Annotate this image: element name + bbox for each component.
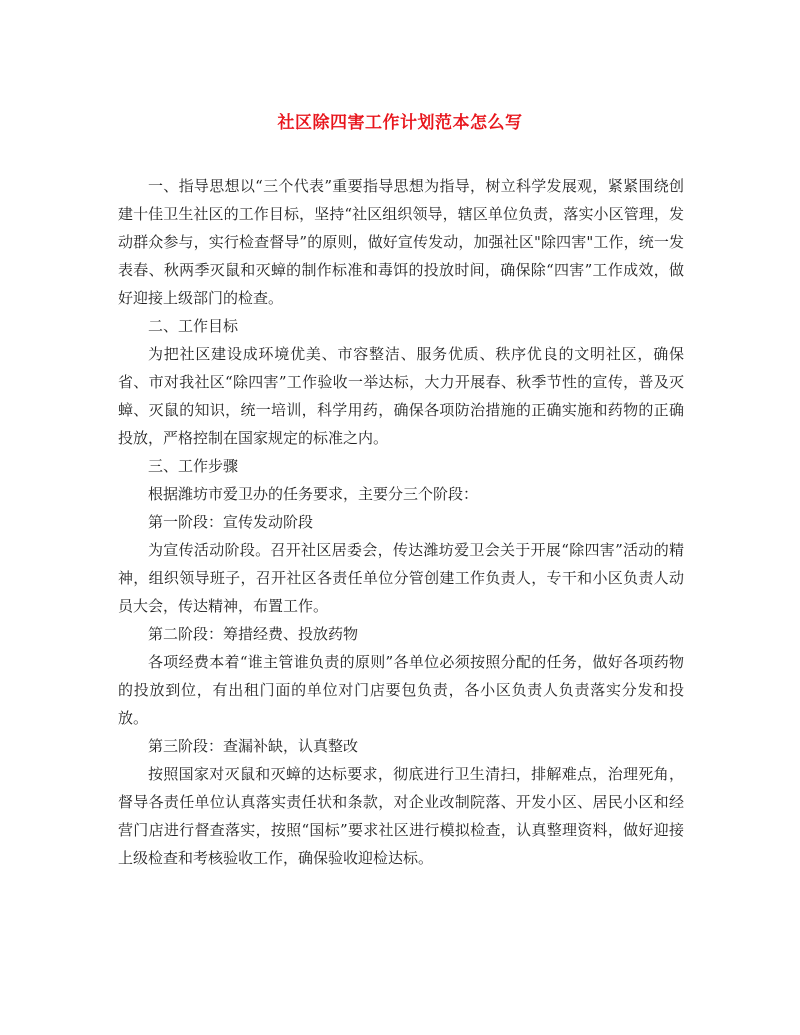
heading-work-goals: 二、工作目标 bbox=[148, 317, 239, 335]
paragraph-phase-one: 为宣传活动阶段。召开社区居委会，传达潍坊爱卫会关于开展“除四害”活动的精神，组织领导班子，召开社区各责任单位分管创建工作负责人，专干和小区负责人动员大会，传达精神，布置工作。 bbox=[118, 541, 684, 615]
heading-phase-two: 第二阶段：筹措经费、投放药物 bbox=[148, 625, 359, 643]
heading-phase-one: 第一阶段：宣传发动阶段 bbox=[148, 513, 314, 531]
paragraph-phase-two: 各项经费本着“谁主管谁负责的原则”各单位必须按照分配的任务，做好各项药物的投放到位，有出租门面的单位对门店要包负责，各小区负责人负责落实分发和投放。 bbox=[118, 653, 684, 727]
paragraph-work-goals: 为把社区建设成环境优美、市容整洁、服务优质、秩序优良的文明社区，确保省、市对我社区“除四害”工作验收一举达标，大力开展春、秋季节性的宣传，普及灭蟑、灭鼠的知识，统一培训，科学用药，确保各项防治措施的正确实施和药物的正确投放，严格控制在国家规定的标准之内。 bbox=[118, 345, 684, 447]
document-title: 社区除四害工作计划范本怎么写 bbox=[277, 113, 523, 133]
heading-work-steps: 三、工作步骤 bbox=[148, 457, 239, 475]
paragraph-steps-intro: 根据潍坊市爱卫办的任务要求，主要分三个阶段： bbox=[148, 485, 479, 503]
document-body bbox=[118, 172, 684, 872]
paragraph-phase-three: 按照国家对灭鼠和灭蟑的达标要求，彻底进行卫生清扫，排解难点，治理死角，督导各责任单位认真落实责任状和条款，对企业改制院落、开发小区、居民小区和经营门店进行督查落实，按照“国标”要求社区进行模拟检查，认真整理资料，做好迎接上级检查和考核验收工作，确保验收迎检达标。 bbox=[118, 765, 684, 867]
paragraph-guiding-ideology: 一、指导思想以“三个代表”重要指导思想为指导，树立科学发展观，紧紧围绕创建十佳卫生社区的工作目标，坚持“社区组织领导，辖区单位负责，落实小区管理，发动群众参与，实行检查督导”的原则，做好宣传发动，加强社区"除四害"工作，统一发表春、秋两季灭鼠和灭蟑的制作标准和毒饵的投放时间，确保除“四害”工作成效，做好迎接上级部门的检查。 bbox=[118, 177, 684, 307]
heading-phase-three: 第三阶段：查漏补缺，认真整改 bbox=[148, 737, 359, 755]
